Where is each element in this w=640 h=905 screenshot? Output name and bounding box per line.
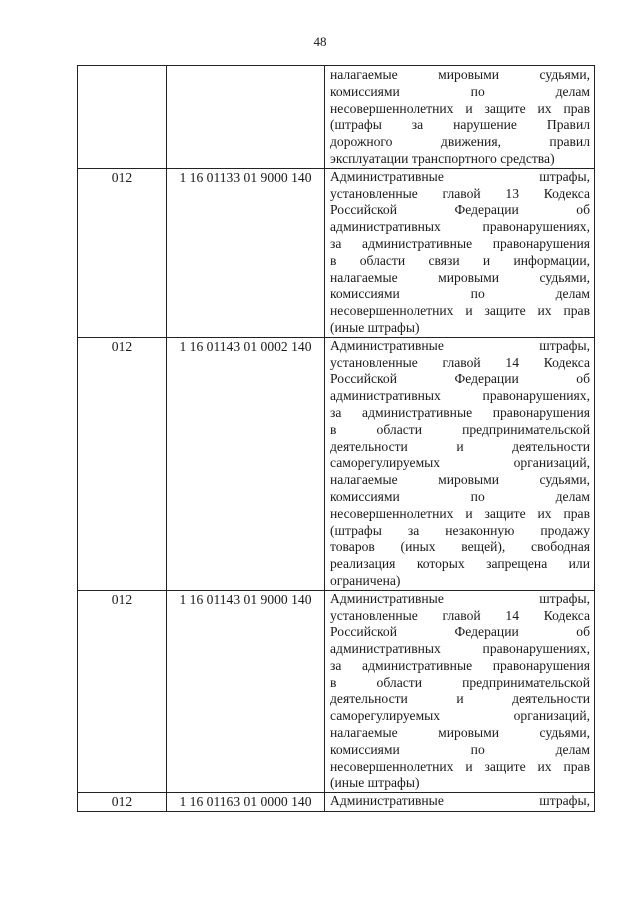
description-cell — [324, 591, 595, 793]
description-line: несовершеннолетних и защите их прав — [330, 100, 590, 116]
description-line: реализация которых запрещена или — [330, 556, 590, 572]
kbk-code-cell: 1 16 01133 01 9000 140 — [166, 169, 324, 337]
description-line: в области предпринимательской — [330, 674, 590, 690]
description-line: налагаемые мировыми судьями, — [330, 725, 590, 741]
admin-code-cell: 012 — [77, 591, 166, 793]
description-cell — [324, 169, 595, 337]
description-line: за административные правонарушения — [330, 235, 590, 251]
description-line: Административные штрафы, — [330, 793, 590, 809]
table-row — [77, 169, 595, 338]
description-line: Административные штрафы, — [330, 337, 590, 353]
admin-code-cell — [77, 66, 166, 168]
description-line: административных правонарушениях, — [330, 219, 590, 235]
description-line: Российской Федерации об — [330, 371, 590, 387]
description-line: Административные штрафы, — [330, 590, 590, 606]
description-line: несовершеннолетних и защите их прав — [330, 303, 590, 319]
description-line: комиссиями по делам — [330, 83, 590, 99]
table-row — [77, 793, 595, 812]
table-row — [77, 66, 595, 169]
description-line: несовершеннолетних и защите их прав — [330, 758, 590, 774]
description-line: в области связи и информации, — [330, 252, 590, 268]
description-line: налагаемые мировыми судьями, — [330, 67, 590, 82]
description-line: административных правонарушениях, — [330, 641, 590, 657]
admin-code-cell: 012 — [77, 338, 166, 590]
description-line: (иные штрафы) — [330, 319, 420, 335]
description-line: товаров (иных вещей), свободная — [330, 539, 590, 555]
description-line: Российской Федерации об — [330, 624, 590, 640]
budget-codes-table — [77, 65, 595, 812]
description-line: комиссиями по делам — [330, 488, 590, 504]
description-line: административных правонарушениях, — [330, 388, 590, 404]
description-line: за административные правонарушения — [330, 657, 590, 673]
description-line: комиссиями по делам — [330, 741, 590, 757]
description-line: установленные главой 14 Кодекса — [330, 354, 590, 370]
description-line: деятельности и деятельности — [330, 691, 590, 707]
admin-code-cell: 012 — [77, 793, 166, 811]
page-number: 48 — [313, 34, 327, 49]
description-line: саморегулируемых организаций, — [330, 455, 590, 471]
description-cell — [324, 338, 595, 590]
description-line: в области предпринимательской — [330, 421, 590, 437]
kbk-code-cell: 1 16 01163 01 0000 140 — [166, 793, 324, 811]
description-line: налагаемые мировыми судьями, — [330, 472, 590, 488]
description-line: (штрафы за нарушение Правил — [330, 117, 590, 133]
table-row — [77, 338, 595, 591]
description-line: (иные штрафы) — [330, 775, 420, 791]
description-line: (штрафы за незаконную продажу — [330, 522, 590, 538]
admin-code-cell: 012 — [77, 169, 166, 337]
description-line: за административные правонарушения — [330, 404, 590, 420]
description-line: ограничена) — [330, 572, 401, 588]
description-line: Российской Федерации об — [330, 202, 590, 218]
description-line: деятельности и деятельности — [330, 438, 590, 454]
description-line: комиссиями по делам — [330, 286, 590, 302]
description-line: Административные штрафы, — [330, 168, 590, 184]
kbk-code-cell: 1 16 01143 01 9000 140 — [166, 591, 324, 793]
description-line: установленные главой 13 Кодекса — [330, 185, 590, 201]
kbk-code-cell — [166, 66, 324, 168]
description-line: налагаемые мировыми судьями, — [330, 269, 590, 285]
description-cell — [324, 793, 595, 811]
description-line: эксплуатации транспортного средства) — [330, 150, 555, 166]
kbk-code-cell: 1 16 01143 01 0002 140 — [166, 338, 324, 590]
description-line: несовершеннолетних и защите их прав — [330, 505, 590, 521]
description-line: саморегулируемых организаций, — [330, 708, 590, 724]
description-cell — [324, 66, 595, 168]
table-row — [77, 591, 595, 794]
description-line: дорожного движения, правил — [330, 134, 590, 150]
description-line: установленные главой 14 Кодекса — [330, 607, 590, 623]
